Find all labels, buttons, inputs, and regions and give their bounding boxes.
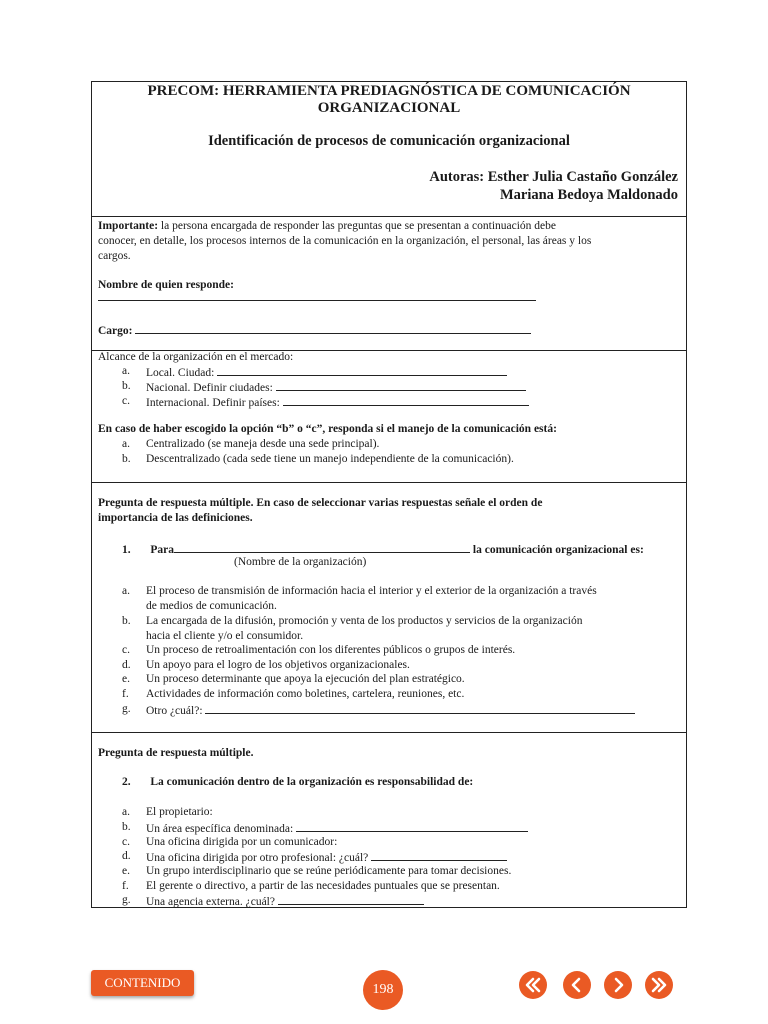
title-line-1: PRECOM: HERRAMIENTA PREDIAGNÓSTICA DE COMUNICACIÓN <box>147 83 631 99</box>
option-marker: d. <box>122 850 131 862</box>
option-marker: f. <box>122 688 129 700</box>
option-marker: g. <box>122 894 131 906</box>
option-label: Otro ¿cuál?: <box>146 705 206 717</box>
important-note-line-1 <box>98 220 556 232</box>
other-field[interactable] <box>205 702 635 714</box>
option-marker: b. <box>122 821 131 833</box>
q1-number: 1. <box>122 544 131 556</box>
option-marker: c. <box>122 644 130 656</box>
q2-text: La comunicación dentro de la organización es responsabilidad de: <box>150 776 474 788</box>
authors <box>429 168 678 204</box>
option-marker: b. <box>122 453 131 465</box>
scope-item-marker: c. <box>122 395 130 407</box>
scope-item-label: Internacional. Definir países: <box>146 397 283 409</box>
role-field[interactable] <box>135 322 531 334</box>
important-text-2: conocer, en detalle, los procesos internos de la comunicación en la organización, el personal, las áreas y los <box>98 235 592 247</box>
q1-instruction-2: importancia de las definiciones. <box>98 512 253 524</box>
q2-instruction: Pregunta de respuesta múltiple. <box>98 747 254 759</box>
document-title <box>92 83 686 117</box>
previous-page-icon[interactable] <box>563 971 591 999</box>
option-marker: f. <box>122 880 129 892</box>
agency-field[interactable] <box>278 893 424 905</box>
role-label: Cargo: <box>98 325 133 337</box>
intro-section <box>92 216 686 350</box>
scope-item-label: Nacional. Definir ciudades: <box>146 382 276 394</box>
important-text-3: cargos. <box>98 250 131 262</box>
option-marker: g. <box>122 703 131 715</box>
option-label: El gerente o directivo, a partir de las necesidades puntuales que se presentan. <box>146 880 500 892</box>
option-label: Un proceso determinante que apoya la ejecución del plan estratégico. <box>146 673 465 685</box>
option-label: Una oficina dirigida por un comunicador: <box>146 836 338 848</box>
option-label: Un grupo interdisciplinario que se reúne periódicamente para tomar decisiones. <box>146 865 512 877</box>
next-page-icon[interactable] <box>604 971 632 999</box>
option-marker: e. <box>122 673 130 685</box>
question-2-section <box>92 732 686 907</box>
q1-suffix: la comunicación organizacional es: <box>470 544 644 556</box>
option-label: Actividades de información como boletines, cartelera, reuniones, etc. <box>146 688 465 700</box>
option-label-cont: hacia el cliente y/o el consumidor. <box>146 630 304 642</box>
important-text-1: la persona encargada de responder las preguntas que se presentan a continuación debe <box>158 220 557 232</box>
option-label: El propietario: <box>146 806 213 818</box>
scope-item-marker: b. <box>122 380 131 392</box>
respondent-name-label: Nombre de quien responde: <box>98 279 234 291</box>
important-label: Importante: <box>98 220 159 232</box>
option-label: La encargada de la difusión, promoción y venta de los productos y servicios de la organización <box>146 615 583 627</box>
option-marker: a. <box>122 438 130 450</box>
option-label: Un apoyo para el logro de los objetivos organizacionales. <box>146 659 410 671</box>
option-marker: a. <box>122 806 130 818</box>
option-label: Una agencia externa. ¿cuál? <box>146 896 278 908</box>
authors-line-1: Autoras: Esther Julia Castaño González <box>429 169 678 185</box>
option-marker: b. <box>122 615 131 627</box>
scope-item-marker: a. <box>122 365 130 377</box>
option-label: Un proceso de retroalimentación con los diferentes públicos o grupos de interés. <box>146 644 516 656</box>
option-marker: e. <box>122 865 130 877</box>
page-number: 198 <box>363 970 403 1010</box>
q2-question <box>122 776 473 788</box>
scope-heading: Alcance de la organización en el mercado: <box>98 351 294 363</box>
first-page-icon[interactable] <box>519 971 547 999</box>
title-line-2: ORGANIZACIONAL <box>317 100 461 116</box>
option-label: Un área específica denominada: <box>146 823 297 835</box>
q2-number: 2. <box>122 776 131 788</box>
option-label-cont: de medios de comunicación. <box>146 600 277 612</box>
role-row <box>98 322 531 337</box>
scope-section <box>92 350 686 482</box>
professional-field[interactable] <box>371 849 507 861</box>
contents-button[interactable]: CONTENIDO <box>91 970 194 996</box>
authors-line-2: Mariana Bedoya Maldonado <box>499 187 678 203</box>
document-subtitle: Identificación de procesos de comunicación organizacional <box>208 133 570 149</box>
scope-item-label: Local. Ciudad: <box>146 367 218 379</box>
option-label: Una oficina dirigida por otro profesional: ¿cuál? <box>146 852 372 864</box>
header-section <box>92 82 686 216</box>
option-label: Centralizado (se maneja desde una sede principal). <box>146 438 380 450</box>
option-marker: d. <box>122 659 131 671</box>
last-page-icon[interactable] <box>645 971 673 999</box>
q1-prefix: Para <box>150 544 175 556</box>
q1-question <box>122 541 644 556</box>
q1-instruction-1: Pregunta de respuesta múltiple. En caso de seleccionar varias respuestas señale el orden de <box>98 497 543 509</box>
scope-followup: En caso de haber escogido la opción “b” o “c”, responda si el manejo de la comunicación está: <box>98 423 557 435</box>
option-label: Descentralizado (cada sede tiene un manejo independiente de la comunicación). <box>146 453 514 465</box>
option-label: El proceso de transmisión de información hacia el interior y el exterior de la organización a través <box>146 585 597 597</box>
form-frame <box>91 81 687 908</box>
organization-name-hint: (Nombre de la organización) <box>234 556 367 568</box>
question-1-section <box>92 482 686 732</box>
area-name-field[interactable] <box>296 820 528 832</box>
respondent-name-field[interactable] <box>98 289 536 304</box>
organization-name-field[interactable] <box>174 541 470 553</box>
option-marker: c. <box>122 836 130 848</box>
option-marker: a. <box>122 585 130 597</box>
